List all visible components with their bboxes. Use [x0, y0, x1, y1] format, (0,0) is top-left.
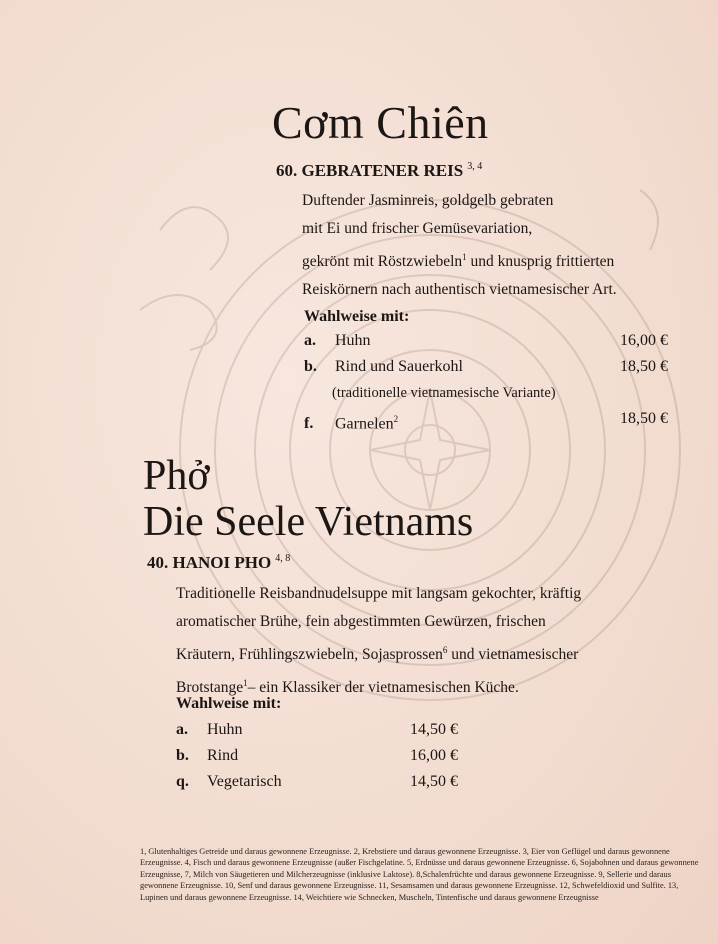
section-title-line: Phở: [143, 453, 210, 499]
option-row: [176, 717, 458, 743]
description-line: Traditionelle Reisbandnudelsuppe mit langsam gekochter, kräftig: [176, 585, 582, 602]
options-list: [304, 328, 668, 432]
options-heading: Wahlweise mit:: [176, 695, 282, 712]
allergen-footnotes: 1, Glutenhaltiges Getreide und daraus gewonnene Erzeugnisse. 2, Krebstiere und daraus gewonnene Erzeugnisse. 3, Eier von Geflügel und daraus gewonnene Erzeugnisse. 4, Fisch und daraus gewonnene Erzeugnisse (außer Fischgelatine. 5, Erdnüsse und daraus gewonnene Erzeugnisse. 6, Sojabohnen und daraus gewonnene Erzeugnisse, 7, Milch von Säugetieren und Milcherzeugnisse (inklusive Laktose). 8,Schalenfrüchte und daraus gewonnene Erzeugnisse. 9, Sellerie und daraus gewonnene Erzeugnisse. 10, Senf und daraus gewonnene Erzeugnisse. 11, Sesamsamen und daraus gewonnene Erzeugnisse. 12, Schwefeldioxid und Sulfite. 13, Lupinen und daraus gewonnene Erzeugnisse. 14, Weichtiere wie Schnecken, Muscheln, Tintenfische und daraus gewonnene Erzeugnisse: [140, 847, 699, 902]
option-row: [176, 743, 458, 769]
description-line: Duftender Jasminreis, goldgelb gebraten: [302, 192, 554, 209]
text-segment: – ein Klassiker der vietnamesischen Küche.: [247, 679, 519, 697]
text-segment: Brotstange: [176, 679, 244, 697]
description-line: [176, 636, 581, 669]
option-price: 16,00 €: [410, 747, 458, 764]
section-title-line: Die Seele Vietnams: [143, 499, 474, 545]
option-row: [304, 406, 668, 432]
option-row: [176, 769, 458, 795]
option-letter: a.: [176, 721, 188, 738]
options-list: [176, 717, 458, 795]
option-row: [304, 328, 668, 354]
option-price: 14,50 €: [410, 773, 458, 790]
dish-description-hanoi-pho: [176, 580, 581, 702]
section-title-com-chien: Cơm Chiên: [272, 97, 489, 148]
option-letter: f.: [304, 415, 314, 433]
text-segment: und knusprig frittierten: [466, 253, 615, 271]
allergen-sup: 1: [243, 678, 248, 689]
allergen-sup: 6: [442, 645, 448, 655]
option-label: Huhn: [207, 721, 243, 738]
dish-description-gebratener-reis: [302, 187, 617, 304]
option-label: Garnelen: [335, 415, 394, 433]
option-letter: q.: [176, 773, 189, 790]
allergen-sup: 2: [393, 414, 399, 424]
dish-name: 40. HANOI PHO: [147, 553, 272, 572]
option-price: 16,00 €: [620, 332, 668, 349]
option-letter: b.: [304, 358, 317, 375]
option-letter: a.: [304, 332, 316, 349]
dish-name: 60. GEBRATENER REIS: [276, 161, 464, 180]
option-price: 18,50 €: [620, 410, 668, 427]
option-note: (traditionelle vietnamesische Variante): [332, 385, 556, 401]
allergen-sup: 1: [462, 252, 467, 262]
allergen-codes: 3, 4: [467, 161, 483, 173]
dish-title-gebratener-reis: [276, 161, 482, 181]
section-title-pho: [143, 453, 473, 545]
text-segment: Kräutern, Frühlingszwiebeln, Sojasprossen: [176, 646, 443, 664]
option-label: Huhn: [335, 332, 371, 349]
option-letter: b.: [176, 747, 189, 764]
options-heading: Wahlweise mit:: [304, 308, 410, 325]
option-price: 14,50 €: [410, 721, 458, 738]
option-label: Vegetarisch: [207, 773, 282, 790]
description-line: aromatischer Brühe, fein abgestimmten Gewürzen, frischen: [176, 613, 546, 630]
option-label: Rind und Sauerkohl: [335, 358, 463, 375]
allergen-codes: 4, 8: [275, 553, 291, 565]
text-segment: gekrönt mit Röstzwiebeln: [302, 253, 463, 271]
description-line: Reiskörnern nach authentisch vietnamesischer Art.: [302, 281, 617, 299]
option-price: 18,50 €: [620, 358, 668, 375]
description-line: [302, 243, 617, 276]
text-segment: und vietnamesischer: [447, 646, 579, 664]
option-row: [304, 354, 668, 380]
dish-title-hanoi-pho: [147, 553, 290, 573]
option-label: Rind: [207, 747, 239, 764]
description-line: mit Ei und frischer Gemüsevariation,: [302, 220, 533, 237]
